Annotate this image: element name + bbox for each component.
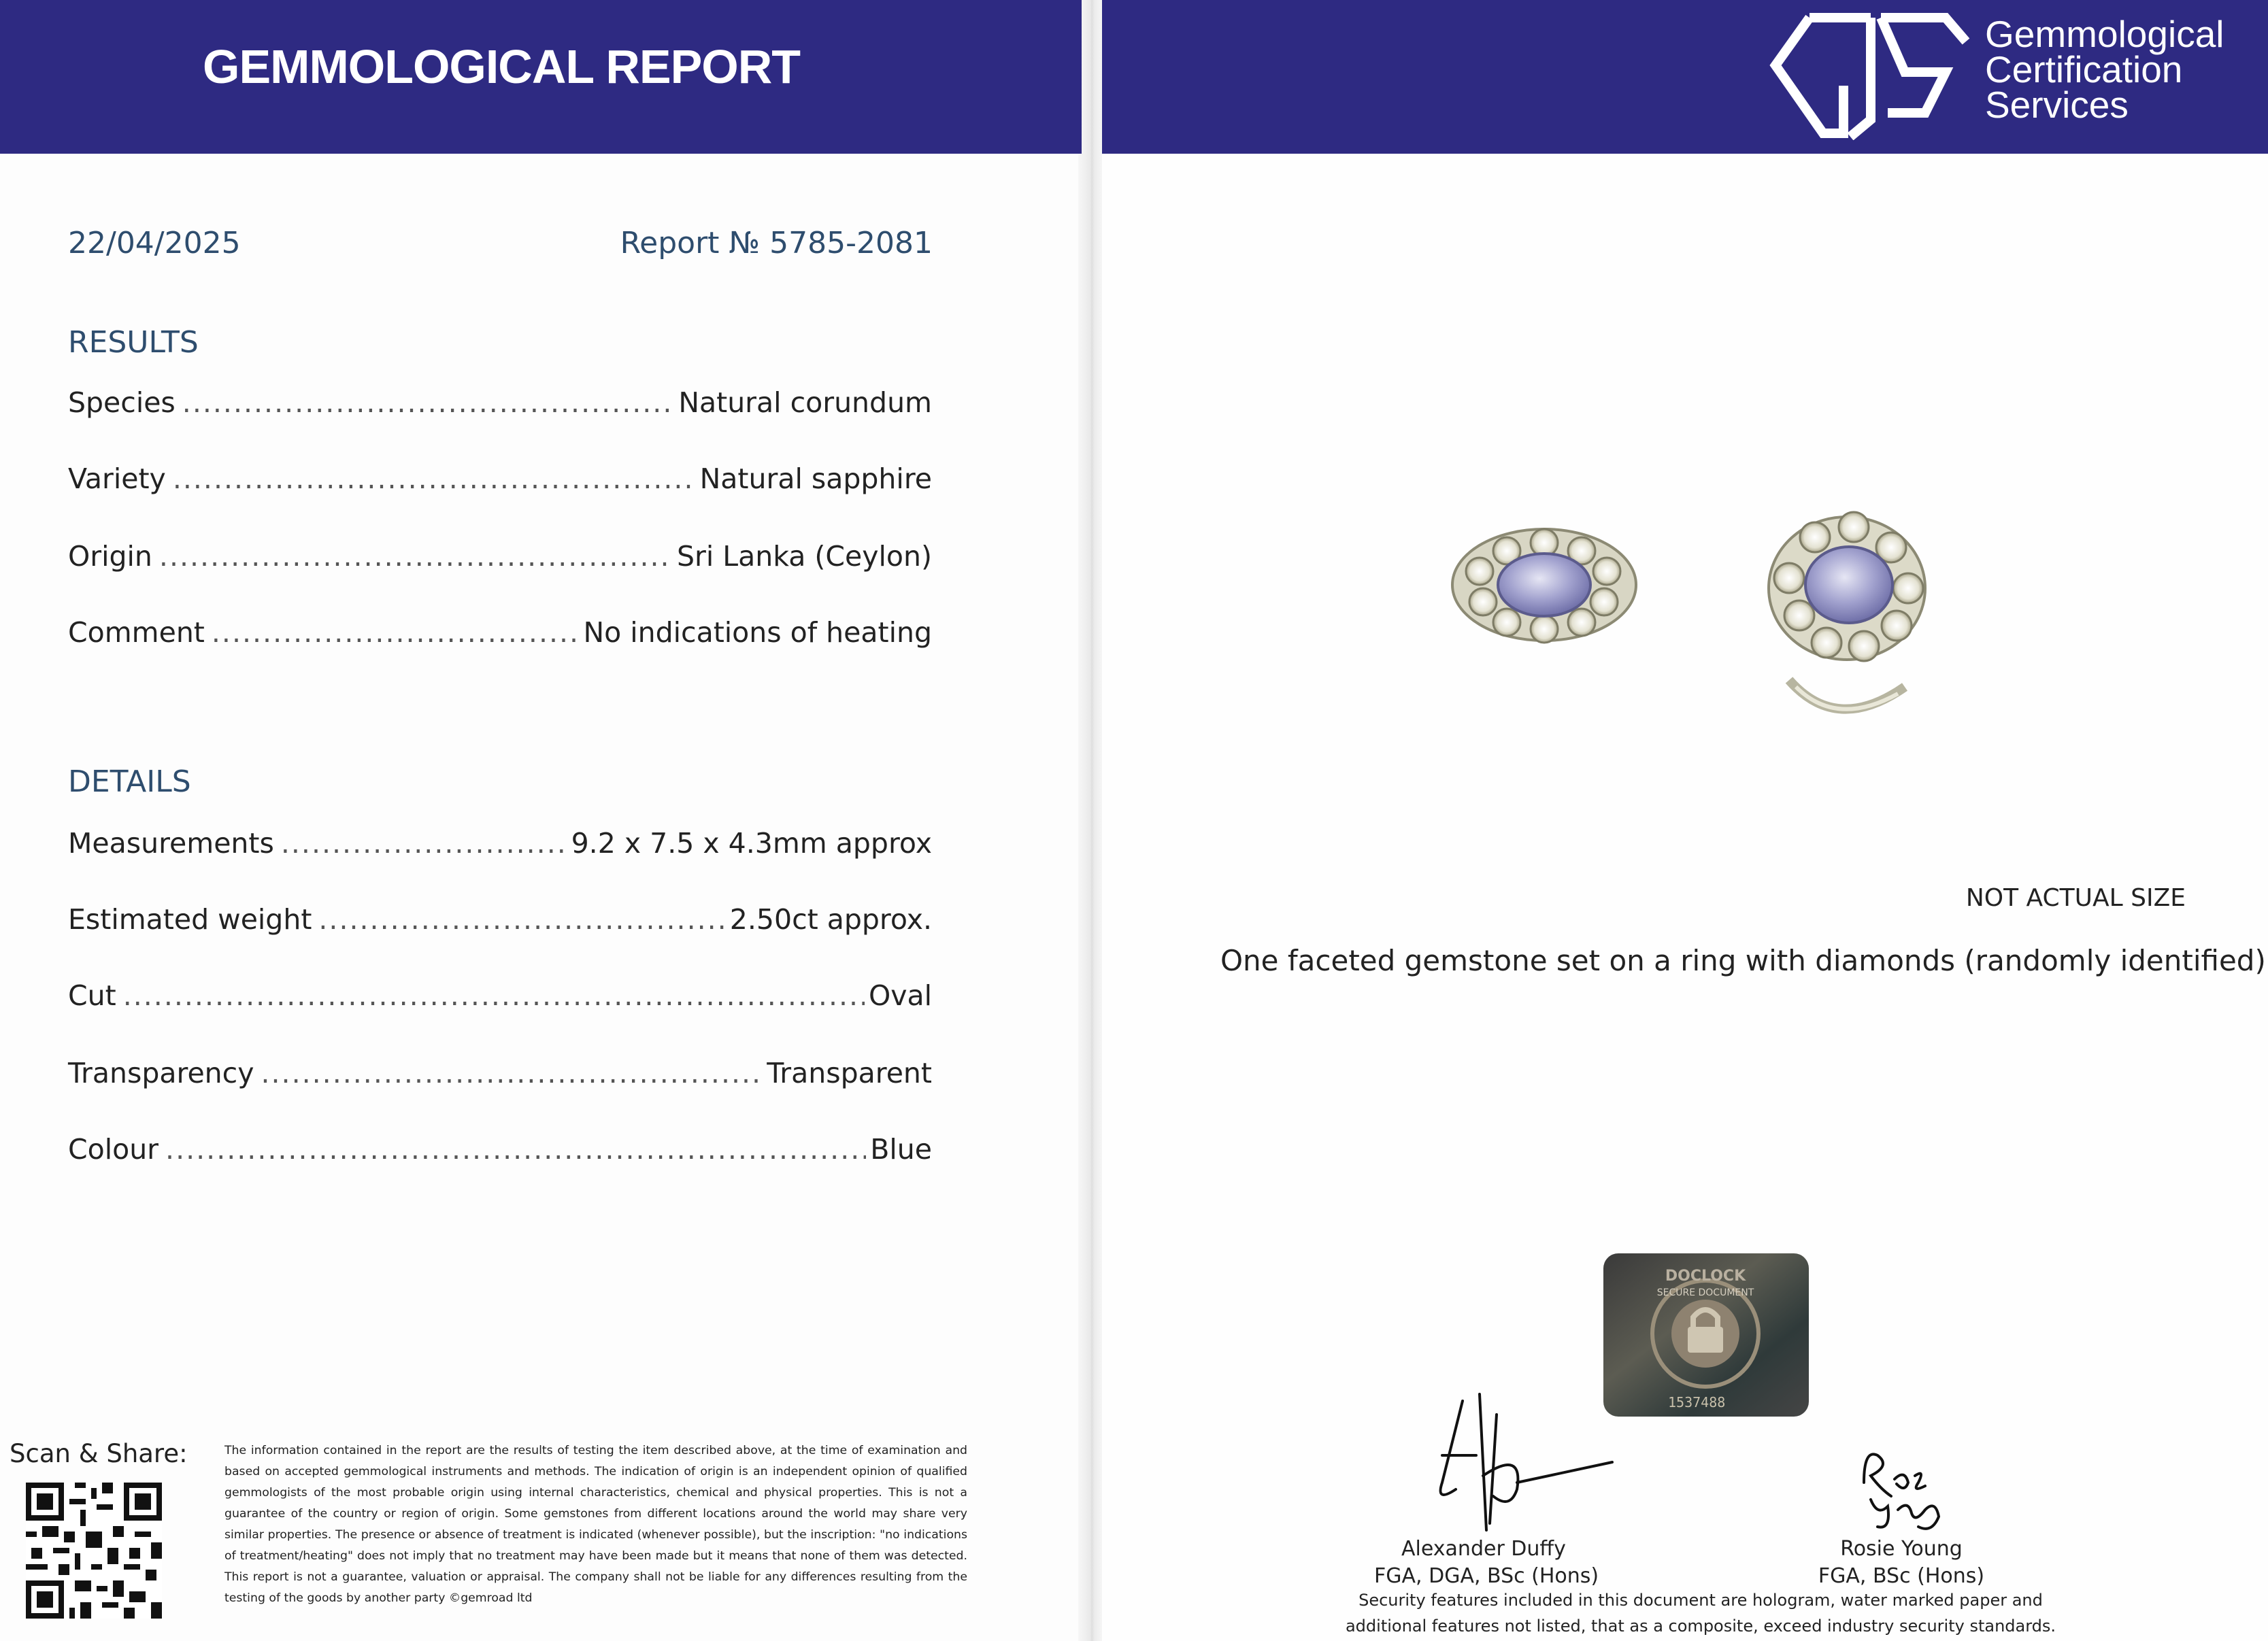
row-label: Measurements xyxy=(68,827,274,860)
brand-name xyxy=(1985,13,2224,126)
result-row-species xyxy=(68,378,932,419)
signatory-credentials: FGA, DGA, BSc (Hons) xyxy=(1374,1564,1599,1588)
detail-row-transparency xyxy=(68,1049,932,1089)
row-value: Blue xyxy=(870,1133,932,1166)
details-heading: DETAILS xyxy=(68,764,191,799)
brand-line: Services xyxy=(1985,84,2129,126)
row-label: Variety xyxy=(68,462,166,495)
size-note: NOT ACTUAL SIZE xyxy=(1965,884,2186,912)
row-value: Sri Lanka (Ceylon) xyxy=(676,540,932,573)
row-label: Species xyxy=(68,386,176,419)
brand-line: Certification xyxy=(1985,48,2183,90)
leader-dots xyxy=(281,827,567,860)
ring-top-view xyxy=(1452,529,1636,643)
leader-dots xyxy=(261,1057,763,1089)
row-label: Colour xyxy=(68,1133,159,1166)
row-value: Natural sapphire xyxy=(699,462,932,495)
gcs-logo-icon xyxy=(1769,4,1973,140)
hologram-serial: 1537488 xyxy=(1668,1394,1726,1410)
brand-line: Gemmological xyxy=(1985,13,2224,55)
doclock-hologram-icon xyxy=(1603,1253,1809,1417)
detail-row-cut xyxy=(68,971,932,1012)
row-label: Origin xyxy=(68,540,152,573)
signature-rosie-young xyxy=(1850,1442,1966,1537)
disclaimer-text: The information contained in the report are the results of testing the item described above, at the time of examination and based on accepted gemmological instruments and methods. The indication of origin is an independent opinion of qualified gemmologists of the most probable origin using internal characteristics, chemical and physical properties. This is not a guarantee of the country or region of origin. Some gemstones from different locations around the world may share very similar properties. The presence or absence of treatment is indicated (whenever possible), but the inscription: "no indications of treatment/heating" does not imply that no treatment may have been made but it means that none of them was detected. This report is not a guarantee, valuation or appraisal. The company shall not be liable for any differences resulting from the testing of the goods by another party ©gemroad ltd xyxy=(224,1444,967,1605)
report-number: Report № 5785-2081 xyxy=(620,226,933,260)
result-row-variety xyxy=(68,454,932,495)
leader-dots xyxy=(159,540,673,573)
leader-dots xyxy=(318,903,725,936)
row-value: Oval xyxy=(868,979,932,1012)
leader-dots xyxy=(212,616,580,649)
ring-angled-view xyxy=(1769,512,1925,709)
report-title: GEMMOLOGICAL REPORT xyxy=(203,40,801,93)
result-row-comment xyxy=(68,608,932,649)
leader-dots xyxy=(182,386,675,419)
signatory-name: Rosie Young xyxy=(1840,1537,1963,1561)
detail-row-measurements xyxy=(68,819,932,860)
leader-dots xyxy=(173,462,696,495)
hologram-brand: DOCLOCK xyxy=(1665,1268,1746,1285)
ring-photos xyxy=(1429,503,1973,748)
detail-row-estimated-weight xyxy=(68,895,932,936)
row-value: Transparent xyxy=(767,1057,932,1089)
row-label: Comment xyxy=(68,616,205,649)
row-value: Natural corundum xyxy=(678,386,932,419)
hologram-label: SECURE DOCUMENT xyxy=(1656,1287,1754,1298)
detail-row-colour xyxy=(68,1125,932,1166)
report-date: 22/04/2025 xyxy=(68,226,241,260)
left-header-banner xyxy=(0,0,1082,154)
leader-dots xyxy=(165,1133,866,1166)
leader-dots xyxy=(123,979,865,1012)
signatory-name: Alexander Duffy xyxy=(1401,1537,1566,1561)
qr-code-icon[interactable] xyxy=(26,1483,162,1619)
row-value: No indications of heating xyxy=(583,616,932,649)
results-heading: RESULTS xyxy=(68,325,199,360)
row-label: Cut xyxy=(68,979,116,1012)
item-description: One faceted gemstone set on a ring with diamonds (randomly identified) xyxy=(1220,944,2266,977)
signature-alexander-duffy xyxy=(1415,1387,1619,1544)
row-value: 2.50ct approx. xyxy=(729,903,932,936)
row-value: 9.2 x 7.5 x 4.3mm approx xyxy=(571,827,932,860)
result-row-origin xyxy=(68,532,932,573)
page-gutter xyxy=(1078,0,1105,1641)
signatory-credentials: FGA, BSc (Hons) xyxy=(1818,1564,1985,1588)
row-label: Transparency xyxy=(68,1057,254,1089)
security-note: Security features included in this document are hologram, water marked paper and additional features not listed, that as a composite, exceed industry security standards. xyxy=(1345,1591,2056,1636)
scan-share-label: Scan & Share: xyxy=(10,1439,188,1468)
row-label: Estimated weight xyxy=(68,903,312,936)
